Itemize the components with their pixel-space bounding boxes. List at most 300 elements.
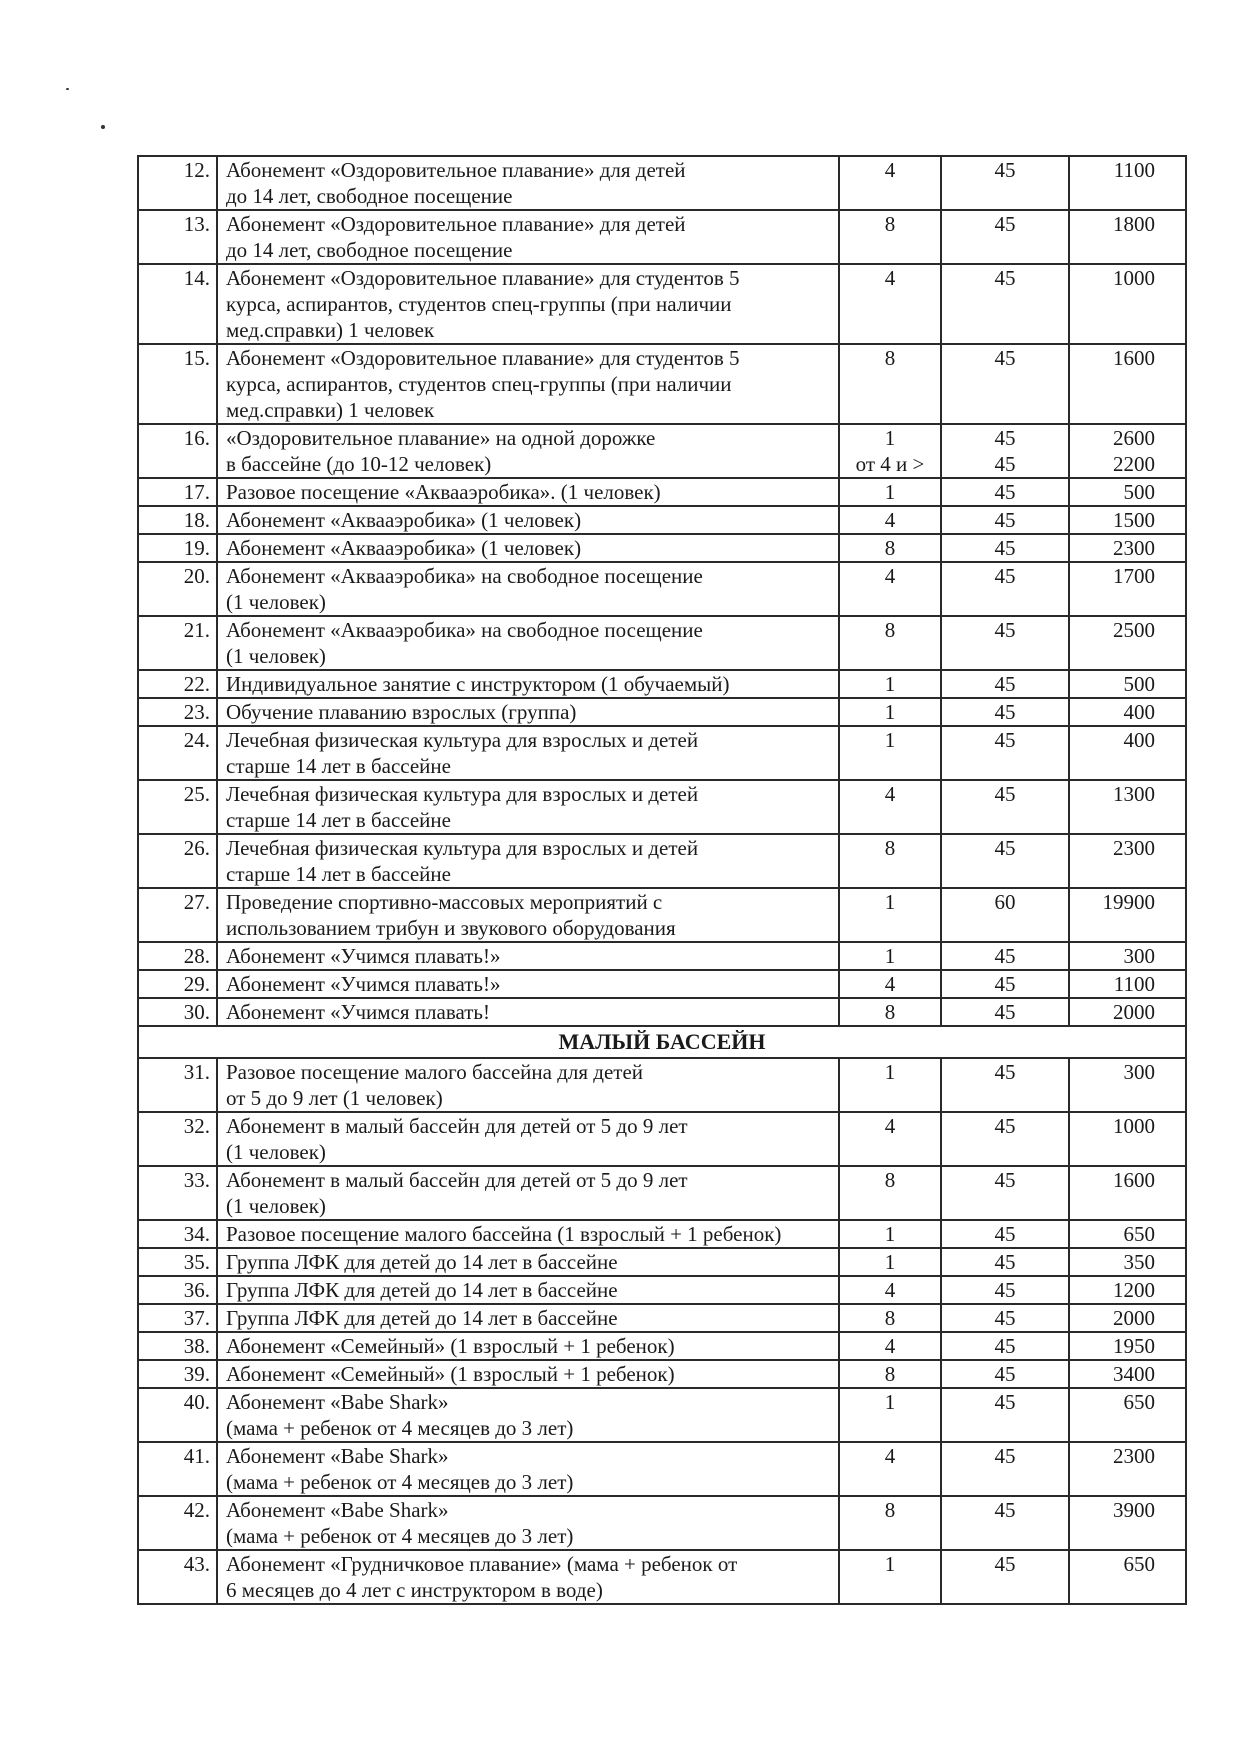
duration-minutes-line: 45 [994,1498,1016,1522]
duration-minutes [941,670,1069,698]
visit-count [839,1112,941,1166]
service-name-line: от 5 до 9 лет (1 человек) [226,1086,443,1110]
duration-minutes [941,534,1069,562]
duration-minutes-line: 45 [994,346,1016,370]
price-value-line: 1800 [1113,212,1155,236]
table-row [138,698,1186,726]
table-row [138,998,1186,1026]
visit-count-line: 4 [884,782,896,806]
price-value-line: 1600 [1113,346,1155,370]
duration-minutes-line: 45 [994,536,1016,560]
price-value [1069,998,1186,1026]
price-value [1069,616,1186,670]
service-name [217,424,839,478]
price-value [1069,156,1186,210]
service-name-line: Индивидуальное занятие с инструктором (1 обучаемый) [226,672,730,696]
service-name-line: (1 человек) [226,644,326,668]
table-row [138,156,1186,210]
service-name-line: старше 14 лет в бассейне [226,808,451,832]
row-number: 29. [138,970,217,998]
duration-minutes [941,156,1069,210]
table-row [138,562,1186,616]
service-name [217,616,839,670]
duration-minutes [941,970,1069,998]
price-value [1069,1166,1186,1220]
price-value-line: 500 [1123,672,1155,696]
service-name [217,888,839,942]
table-row [138,478,1186,506]
row-number: 28. [138,942,217,970]
service-name [217,834,839,888]
table-row [138,1058,1186,1112]
table-row [138,970,1186,998]
visit-count-line: 1 [884,426,896,450]
service-name [217,942,839,970]
visit-count-line: 1 [884,480,896,504]
row-number: 39. [138,1360,217,1388]
visit-count-line: 8 [884,346,896,370]
visit-count [839,344,941,424]
duration-minutes-line: 45 [994,1334,1016,1358]
duration-minutes-line: 45 [994,944,1016,968]
price-value [1069,534,1186,562]
service-name [217,264,839,344]
visit-count [839,424,941,478]
service-name [217,1058,839,1112]
price-value-line: 300 [1123,1060,1155,1084]
visit-count-line: 4 [884,1444,896,1468]
table-row [138,1388,1186,1442]
visit-count-line: 8 [884,212,896,236]
price-value [1069,970,1186,998]
row-number: 18. [138,506,217,534]
visit-count-line: 8 [884,1000,896,1024]
row-number: 21. [138,616,217,670]
duration-minutes [941,1388,1069,1442]
service-name-line: Абонемент в малый бассейн для детей от 5 до 9 лет [226,1168,688,1192]
price-value [1069,210,1186,264]
service-name [217,344,839,424]
service-name-line: Абонемент «Оздоровительное плавание» для детей [226,158,686,182]
row-number: 40. [138,1388,217,1442]
service-name-line: Абонемент «Аквааэробика» на свободное посещение [226,618,703,642]
section-row [138,1026,1186,1058]
service-name-line: «Оздоровительное плавание» на одной дорожке [226,426,656,450]
row-number: 16. [138,424,217,478]
duration-minutes [941,562,1069,616]
price-value [1069,1058,1186,1112]
row-number: 26. [138,834,217,888]
duration-minutes-line: 60 [994,890,1016,914]
visit-count [839,1332,941,1360]
service-name [217,1496,839,1550]
visit-count [839,942,941,970]
price-value [1069,264,1186,344]
price-value-line: 2300 [1113,1444,1155,1468]
visit-count-line: 4 [884,564,896,588]
section-title: МАЛЫЙ БАССЕЙН [138,1026,1186,1058]
price-value [1069,424,1186,478]
duration-minutes [941,1360,1069,1388]
service-name [217,156,839,210]
service-name-line: Абонемент «Аквааэробика» (1 человек) [226,508,582,532]
service-name-line: мед.справки) 1 человек [226,318,435,342]
price-value-line: 650 [1123,1222,1155,1246]
duration-minutes-line: 45 [994,1552,1016,1576]
row-number: 24. [138,726,217,780]
visit-count [839,1304,941,1332]
duration-minutes-line: 45 [994,158,1016,182]
scan-speck [101,125,105,129]
visit-count [839,780,941,834]
visit-count-line: 1 [884,944,896,968]
row-number: 35. [138,1248,217,1276]
service-name-line: в бассейне (до 10-12 человек) [226,452,492,476]
row-number: 31. [138,1058,217,1112]
visit-count [839,616,941,670]
visit-count-line: 1 [884,1250,896,1274]
service-name [217,970,839,998]
price-value [1069,344,1186,424]
row-number: 23. [138,698,217,726]
row-number: 34. [138,1220,217,1248]
service-name-line: курса, аспирантов, студентов спец-группы (при наличии [226,292,732,316]
table-row [138,1360,1186,1388]
price-value-line: 1100 [1113,158,1155,182]
duration-minutes-line: 45 [994,1168,1016,1192]
visit-count [839,726,941,780]
duration-minutes [941,1304,1069,1332]
price-value-line: 350 [1123,1250,1155,1274]
price-table [137,155,1187,1605]
duration-minutes-line: 45 [994,1444,1016,1468]
service-name-line: (1 человек) [226,1140,326,1164]
duration-minutes-line: 45 [994,728,1016,752]
price-value [1069,1388,1186,1442]
price-value-line: 1500 [1113,508,1155,532]
price-value [1069,1442,1186,1496]
service-name-line: Абонемент «Семейный» (1 взрослый + 1 ребенок) [226,1334,675,1358]
service-name-line: старше 14 лет в бассейне [226,754,451,778]
row-number: 13. [138,210,217,264]
visit-count [839,562,941,616]
service-name [217,478,839,506]
service-name-line: Группа ЛФК для детей до 14 лет в бассейне [226,1306,618,1330]
row-number: 32. [138,1112,217,1166]
row-number: 12. [138,156,217,210]
price-value [1069,1550,1186,1604]
service-name [217,1550,839,1604]
service-name [217,562,839,616]
price-value-line: 1600 [1113,1168,1155,1192]
duration-minutes-line: 45 [994,1060,1016,1084]
duration-minutes [941,998,1069,1026]
duration-minutes-line: 45 [994,1278,1016,1302]
visit-count [839,1496,941,1550]
visit-count-line: 1 [884,1060,896,1084]
visit-count [839,698,941,726]
service-name-line: Группа ЛФК для детей до 14 лет в бассейне [226,1250,618,1274]
service-name-line: Абонемент «Грудничковое плавание» (мама + ребенок от [226,1552,738,1576]
row-number: 14. [138,264,217,344]
price-value [1069,1220,1186,1248]
price-value-line: 2300 [1113,536,1155,560]
table-body-small-pool [138,1058,1186,1604]
visit-count-line: 1 [884,1222,896,1246]
service-name [217,1442,839,1496]
table-row [138,888,1186,942]
duration-minutes-line: 45 [994,426,1016,450]
duration-minutes [941,726,1069,780]
duration-minutes [941,264,1069,344]
scan-speck [66,88,69,90]
row-number: 36. [138,1276,217,1304]
row-number: 22. [138,670,217,698]
service-name [217,1360,839,1388]
table-row [138,834,1186,888]
service-name [217,998,839,1026]
table-row [138,344,1186,424]
duration-minutes-line: 45 [994,1000,1016,1024]
service-name [217,726,839,780]
service-name-line: Абонемент «Babe Shark» [226,1498,449,1522]
duration-minutes [941,1166,1069,1220]
row-number: 37. [138,1304,217,1332]
duration-minutes [941,888,1069,942]
visit-count-line: 4 [884,1334,896,1358]
row-number: 30. [138,998,217,1026]
price-value [1069,780,1186,834]
duration-minutes [941,780,1069,834]
duration-minutes-line: 45 [994,1250,1016,1274]
price-value [1069,834,1186,888]
duration-minutes-line: 45 [994,1390,1016,1414]
row-number: 41. [138,1442,217,1496]
visit-count [839,998,941,1026]
price-value-line: 2300 [1113,836,1155,860]
visit-count [839,1360,941,1388]
visit-count-line: 8 [884,1306,896,1330]
duration-minutes [941,210,1069,264]
table-row [138,670,1186,698]
table-section-header [138,1026,1186,1058]
duration-minutes-line: 45 [994,266,1016,290]
service-name [217,1112,839,1166]
service-name [217,1220,839,1248]
table-row [138,726,1186,780]
service-name-line: Абонемент «Учимся плавать!» [226,944,501,968]
price-value-line: 1000 [1113,1114,1155,1138]
service-name-line: Проведение спортивно-массовых мероприятий с [226,890,663,914]
service-name-line: (1 человек) [226,1194,326,1218]
service-name [217,670,839,698]
service-name [217,210,839,264]
table-row [138,1442,1186,1496]
visit-count-line: 4 [884,158,896,182]
duration-minutes [941,424,1069,478]
price-value [1069,698,1186,726]
visit-count-line: 1 [884,1552,896,1576]
duration-minutes-line: 45 [994,1222,1016,1246]
duration-minutes [941,1220,1069,1248]
table-row [138,1276,1186,1304]
visit-count-line: 8 [884,536,896,560]
duration-minutes-line: 45 [994,212,1016,236]
price-value [1069,478,1186,506]
table-row [138,264,1186,344]
table-row [138,1166,1186,1220]
price-value-line: 3400 [1113,1362,1155,1386]
duration-minutes [941,1442,1069,1496]
service-name [217,506,839,534]
service-name-line: Абонемент «Babe Shark» [226,1390,449,1414]
visit-count [839,1550,941,1604]
visit-count [839,1388,941,1442]
visit-count-line: 1 [884,1390,896,1414]
service-name-line: Абонемент «Оздоровительное плавание» для студентов 5 [226,266,740,290]
visit-count [839,210,941,264]
service-name [217,1276,839,1304]
duration-minutes-line: 45 [994,508,1016,532]
table-row [138,780,1186,834]
service-name-line: использованием трибун и звукового оборудования [226,916,676,940]
duration-minutes [941,478,1069,506]
service-name-line: Абонемент «Учимся плавать! [226,1000,491,1024]
service-name-line: Разовое посещение малого бассейна для детей [226,1060,644,1084]
price-value [1069,1360,1186,1388]
service-name-line: Абонемент «Аквааэробика» на свободное посещение [226,564,703,588]
price-value-line: 300 [1123,944,1155,968]
price-value [1069,670,1186,698]
visit-count-line: 1 [884,700,896,724]
service-name [217,1166,839,1220]
service-name-line: Абонемент в малый бассейн для детей от 5 до 9 лет [226,1114,688,1138]
visit-count [839,156,941,210]
visit-count-line: 1 [884,672,896,696]
row-number: 38. [138,1332,217,1360]
visit-count-line: 8 [884,1362,896,1386]
visit-count [839,1442,941,1496]
price-value-line: 1700 [1113,564,1155,588]
price-value [1069,1332,1186,1360]
service-name-line: Абонемент «Babe Shark» [226,1444,449,1468]
visit-count-line: 4 [884,972,896,996]
service-name-line: (мама + ребенок от 4 месяцев до 3 лет) [226,1524,574,1548]
duration-minutes-line: 45 [994,972,1016,996]
duration-minutes [941,834,1069,888]
duration-minutes [941,344,1069,424]
visit-count [839,970,941,998]
service-name [217,1248,839,1276]
visit-count-line: 8 [884,618,896,642]
service-name-line: (1 человек) [226,590,326,614]
table-row [138,1550,1186,1604]
price-value-line: 1100 [1113,972,1155,996]
table-row [138,1248,1186,1276]
price-value-line: 2000 [1113,1000,1155,1024]
service-name-line: Обучение плаванию взрослых (группа) [226,700,577,724]
duration-minutes [941,1550,1069,1604]
price-value [1069,942,1186,970]
service-name-line: Разовое посещение малого бассейна (1 взрослый + 1 ребенок) [226,1222,782,1246]
duration-minutes-line: 45 [994,1114,1016,1138]
table-row [138,210,1186,264]
visit-count [839,1166,941,1220]
duration-minutes [941,1112,1069,1166]
table-row [138,1112,1186,1166]
row-number: 19. [138,534,217,562]
visit-count-line: 8 [884,836,896,860]
table-row [138,616,1186,670]
visit-count-line: 8 [884,1498,896,1522]
price-value-line: 400 [1123,700,1155,724]
visit-count [839,834,941,888]
visit-count-line: 1 [884,890,896,914]
service-name-line: (мама + ребенок от 4 месяцев до 3 лет) [226,1470,574,1494]
table-row [138,1332,1186,1360]
table-row [138,424,1186,478]
service-name-line: Абонемент «Учимся плавать!» [226,972,501,996]
row-number: 42. [138,1496,217,1550]
duration-minutes-line: 45 [994,564,1016,588]
duration-minutes-line: 45 [994,836,1016,860]
service-name-line: Группа ЛФК для детей до 14 лет в бассейне [226,1278,618,1302]
row-number: 25. [138,780,217,834]
duration-minutes [941,1248,1069,1276]
service-name-line: Абонемент «Аквааэробика» (1 человек) [226,536,582,560]
duration-minutes [941,506,1069,534]
visit-count-line: 4 [884,1114,896,1138]
price-value [1069,1304,1186,1332]
service-name [217,1332,839,1360]
service-name-line: Абонемент «Оздоровительное плавание» для детей [226,212,686,236]
service-name-line: (мама + ребенок от 4 месяцев до 3 лет) [226,1416,574,1440]
price-value-line: 19900 [1102,890,1155,914]
price-value [1069,888,1186,942]
visit-count-line: 4 [884,508,896,532]
service-name-line: курса, аспирантов, студентов спец-группы (при наличии [226,372,732,396]
service-name [217,1304,839,1332]
duration-minutes-line: 45 [994,1362,1016,1386]
price-value-line: 2500 [1113,618,1155,642]
visit-count [839,1276,941,1304]
service-name-line: до 14 лет, свободное посещение [226,238,513,262]
duration-minutes-line: 45 [994,480,1016,504]
duration-minutes [941,616,1069,670]
visit-count-line: 4 [884,1278,896,1302]
price-value-line: 1000 [1113,266,1155,290]
row-number: 20. [138,562,217,616]
service-name-line: Разовое посещение «Аквааэробика». (1 человек) [226,480,661,504]
price-value-line: 1300 [1113,782,1155,806]
duration-minutes [941,1276,1069,1304]
price-value-line: 1200 [1113,1278,1155,1302]
table-row [138,1220,1186,1248]
price-value-line: 400 [1123,728,1155,752]
service-name-line: Абонемент «Оздоровительное плавание» для студентов 5 [226,346,740,370]
price-value-line: 650 [1123,1390,1155,1414]
visit-count [839,506,941,534]
row-number: 33. [138,1166,217,1220]
price-value [1069,562,1186,616]
row-number: 43. [138,1550,217,1604]
service-name-line: мед.справки) 1 человек [226,398,435,422]
visit-count [839,670,941,698]
duration-minutes [941,942,1069,970]
price-value-line: 650 [1123,1552,1155,1576]
visit-count [839,1248,941,1276]
duration-minutes-line: 45 [994,618,1016,642]
